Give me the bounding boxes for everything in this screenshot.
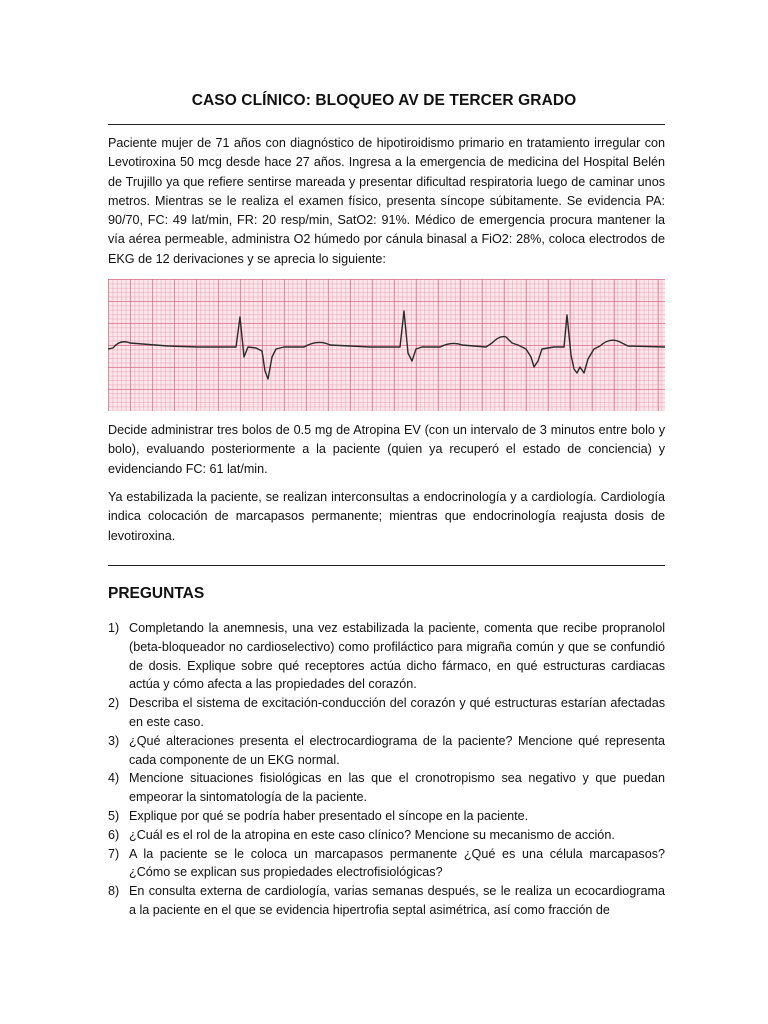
- question-number: 8): [108, 884, 120, 899]
- question-item: [108, 694, 665, 732]
- top-divider: [108, 124, 665, 125]
- questions-list: [108, 619, 665, 920]
- question-number: 3): [108, 733, 120, 748]
- question-item: [108, 845, 665, 883]
- question-number: 5): [108, 808, 120, 823]
- question-text: Explique por qué se podría haber presentado el síncope en la paciente.: [129, 808, 529, 823]
- question-text: A la paciente se le coloca un marcapasos permanente ¿Qué es una célula marcapasos? ¿Cómo se explican sus propiedades electrofisiológicas?: [129, 846, 665, 880]
- question-text: En consulta externa de cardiología, varias semanas después, se le realiza un ecocardiograma a la paciente en el que se evidencia hipertrofia septal asimétrica, así como fracción de: [129, 884, 665, 917]
- case-intro-paragraph: Paciente mujer de 71 años con diagnóstico de hipotiroidismo primario en tratamiento irregular con Levotiroxina 50 mcg desde hace 27 años. Ingresa a la emergencia de medicina del Hospital Belén de Trujillo ya que refiere sentirse mareada y presentar dificultad respiratoria luego de caminar unos metros. Mientras se le realiza el examen físico, presenta síncope súbitamente. Se evidencia PA: 90/70, FC: 49 lat/min, FR: 20 resp/min, SatO2: 91%. Médico de emergencia procura mantener la vía aérea permeable, administra O2 húmedo por cánula binasal a FiO2: 28%, coloca electrodos de EKG de 12 derivaciones y se aprecia lo siguiente:: [108, 136, 665, 266]
- question-text: ¿Qué alteraciones presenta el electrocardiograma de la paciente? Mencione qué representa cada componente de un EKG normal.: [129, 733, 665, 767]
- question-item: [108, 732, 665, 770]
- question-item: [108, 619, 665, 694]
- question-text: Mencione situaciones fisiológicas en las que el cronotropismo sea negativo y que puedan empeorar la sintomatología de la paciente.: [129, 771, 665, 805]
- document-title: CASO CLÍNICO: BLOQUEO AV DE TERCER GRADO: [191, 92, 577, 109]
- question-item: [108, 769, 665, 807]
- question-number: 4): [108, 771, 120, 786]
- questions-heading: PREGUNTAS: [108, 585, 205, 602]
- question-number: 7): [108, 846, 120, 861]
- question-item: [108, 882, 665, 920]
- question-number: 2): [108, 696, 120, 711]
- atropine-paragraph: Decide administrar tres bolos de 0.5 mg de Atropina EV (con un intervalo de 3 minutos entre bolo y bolo), evaluando posteriormente a la paciente (quien ya recuperó el estado de conciencia) y evidenciando FC: 61 lat/min.: [108, 423, 665, 476]
- question-item: [108, 826, 665, 845]
- question-item: [108, 807, 665, 826]
- question-number: 1): [108, 621, 120, 635]
- stabilization-paragraph: Ya estabilizada la paciente, se realizan interconsultas a endocrinología y a cardiología. Cardiología indica colocación de marcapasos permanente; mientras que endocrinología reajusta dosis de levotiroxina.: [108, 490, 665, 543]
- question-text: Describa el sistema de excitación-conducción del corazón y qué estructuras estarían afectadas en este caso.: [129, 696, 665, 729]
- question-text: ¿Cuál es el rol de la atropina en este caso clínico? Mencione su mecanismo de acción.: [129, 827, 615, 842]
- ekg-strip: [108, 279, 665, 411]
- section-divider: [108, 565, 665, 566]
- question-text: Completando la anemnesis, una vez estabilizada la paciente, comenta que recibe propranolol (beta-bloqueador no cardioselectivo) como profiláctico para migraña común y que se confundió de dosis. Explique sobre qué receptores actúa dicho fármaco, en qué estructuras cardiacas actúa y cómo afecta a las propiedades del corazón.: [129, 621, 665, 692]
- question-number: 6): [108, 827, 120, 842]
- ekg-trace: [108, 279, 665, 411]
